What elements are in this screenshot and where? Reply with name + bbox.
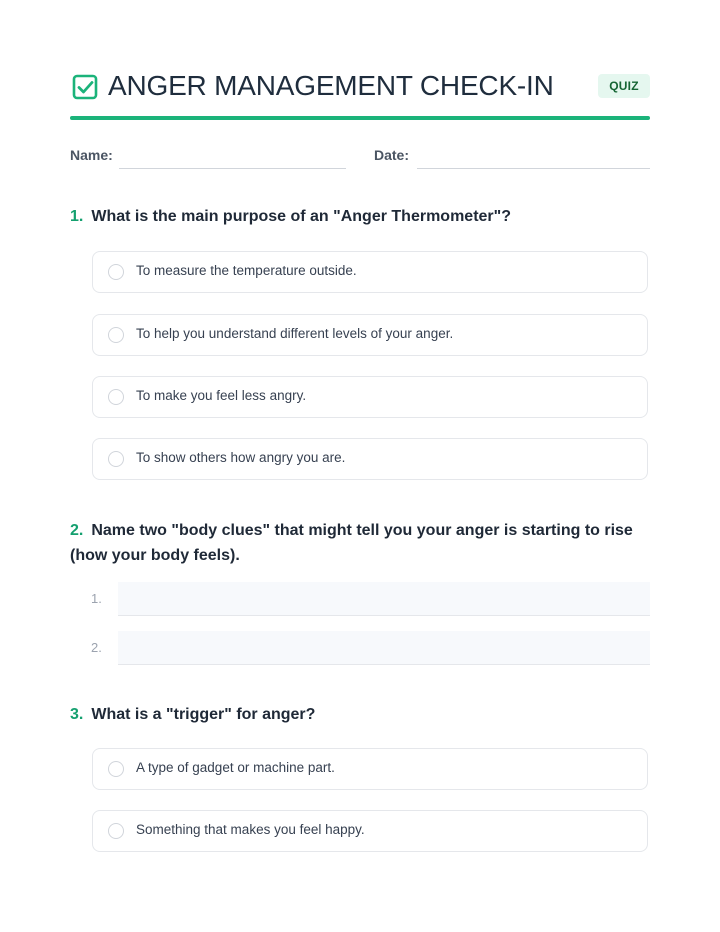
radio-button-icon[interactable] — [108, 264, 124, 280]
name-date-row — [70, 144, 650, 170]
question-number: 1. — [70, 208, 84, 225]
q2-answer-1 — [70, 582, 650, 616]
q1-option-1[interactable] — [92, 251, 648, 293]
radio-button-icon[interactable] — [108, 451, 124, 467]
answer-number: 2. — [91, 640, 102, 655]
quiz-badge: QUIZ — [598, 74, 650, 98]
question-3-title — [70, 702, 650, 727]
date-field[interactable] — [417, 168, 650, 169]
question-number: 3. — [70, 706, 84, 723]
name-label: Name: — [70, 147, 113, 163]
option-label: To help you understand different levels of your anger. — [136, 326, 454, 341]
checkbox-checked-icon — [72, 74, 98, 100]
q2-answer-2 — [70, 631, 650, 665]
date-label: Date: — [374, 147, 410, 163]
radio-button-icon[interactable] — [108, 327, 124, 343]
name-field[interactable] — [119, 168, 346, 169]
radio-button-icon[interactable] — [108, 823, 124, 839]
answer-field[interactable] — [118, 582, 650, 616]
option-label: To show others how angry you are. — [136, 450, 346, 465]
header-divider — [70, 116, 650, 120]
question-text: What is the main purpose of an "Anger Thermometer"? — [91, 208, 512, 225]
answer-field[interactable] — [118, 631, 650, 665]
radio-button-icon[interactable] — [108, 389, 124, 405]
question-2-title — [70, 518, 650, 568]
q1-option-4[interactable] — [92, 438, 648, 480]
question-text: Name two "body clues" that might tell you your anger is starting to rise (how your body feels). — [70, 522, 633, 564]
option-label: To measure the temperature outside. — [136, 263, 357, 278]
question-number: 2. — [70, 522, 84, 539]
q1-option-2[interactable] — [92, 314, 648, 356]
answer-number: 1. — [91, 591, 102, 606]
q3-option-1[interactable] — [92, 748, 648, 790]
radio-button-icon[interactable] — [108, 761, 124, 777]
option-label: To make you feel less angry. — [136, 388, 307, 403]
option-label: Something that makes you feel happy. — [136, 822, 365, 837]
q3-option-2[interactable] — [92, 810, 648, 852]
question-text: What is a "trigger" for anger? — [91, 706, 316, 723]
header — [70, 68, 650, 108]
q1-option-3[interactable] — [92, 376, 648, 418]
option-label: A type of gadget or machine part. — [136, 760, 335, 775]
question-1-title — [70, 204, 650, 229]
page-title: ANGER MANAGEMENT CHECK-IN — [108, 70, 554, 101]
